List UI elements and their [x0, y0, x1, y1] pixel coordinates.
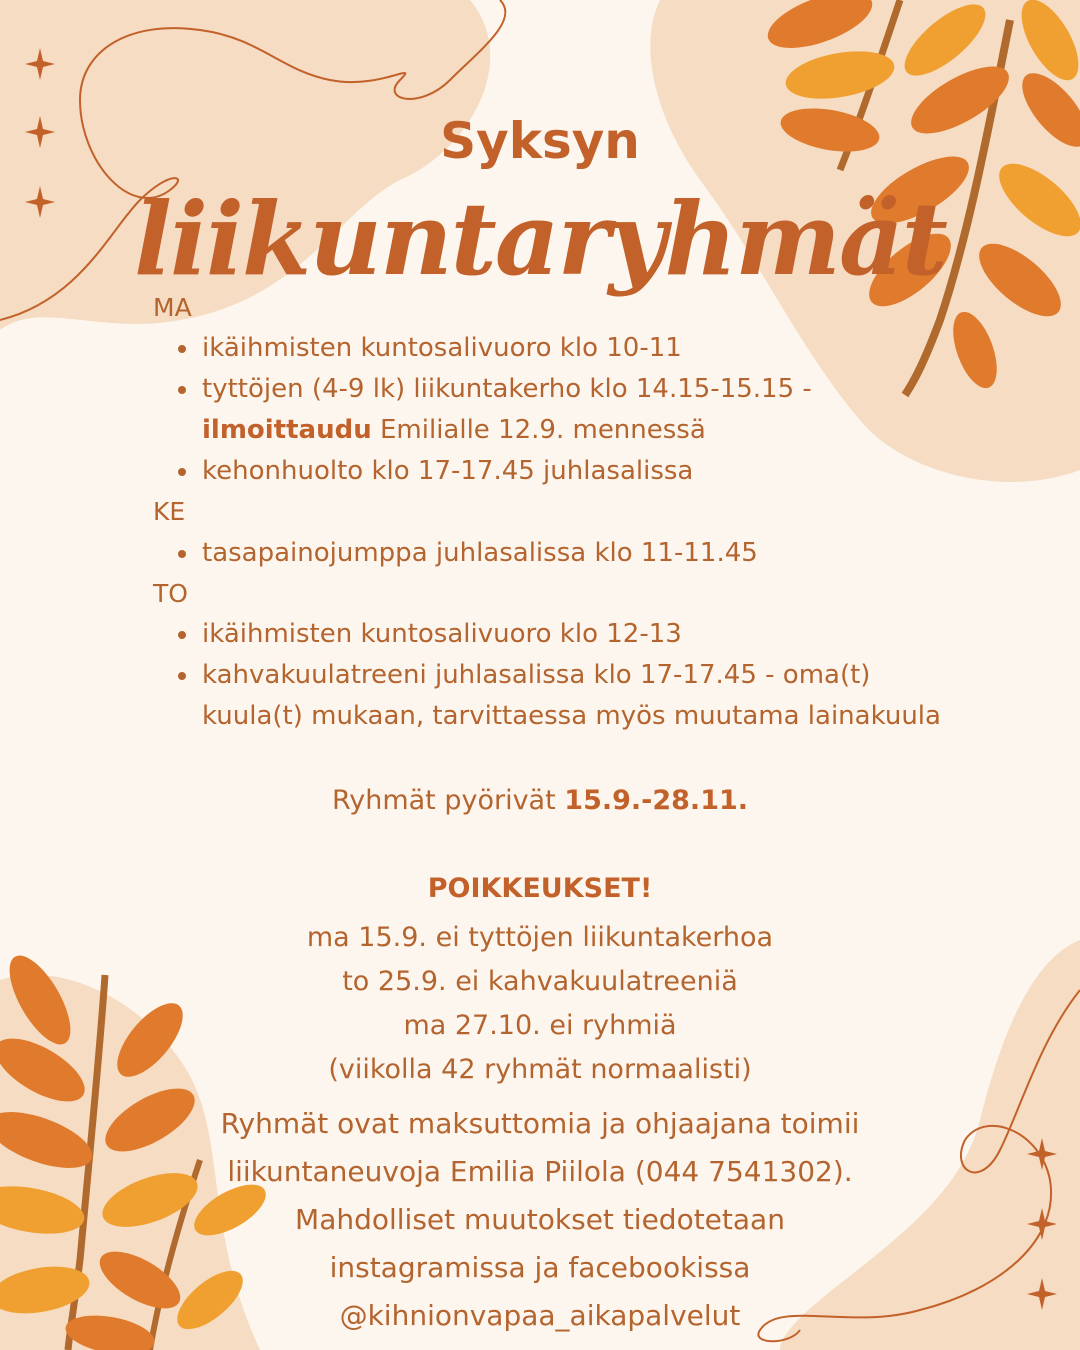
- info-line: liikuntaneuvoja Emilia Piilola (044 7541302).: [227, 1155, 853, 1188]
- title-liikuntaryhmat: liikuntaryhmät: [134, 180, 946, 298]
- exception-line: to 25.9. ei kahvakuulatreeniä: [342, 966, 738, 997]
- instagram-handle: @kihnionvapaa_aikapalvelut: [339, 1299, 741, 1332]
- runs-period: Ryhmät pyörivät 15.9.-28.11.: [331, 785, 749, 816]
- list-item: ikäihmisten kuntosalivuoro klo 12-13: [160, 614, 950, 655]
- list-item: kahvakuulatreeni juhlasalissa klo 17-17.45 - oma(t) kuula(t) mukaan, tarvittaessa myös muutama lainakuula: [160, 655, 942, 737]
- bold-register: ilmoittaudu: [202, 415, 372, 445]
- list-ke: [160, 533, 950, 574]
- exceptions-title: POIKKEUKSET!: [427, 873, 653, 904]
- day-label-ke: KE: [153, 497, 186, 526]
- exception-line: ma 27.10. ei ryhmiä: [403, 1010, 677, 1041]
- day-label-to: TO: [153, 579, 188, 608]
- day-label-ma: MA: [153, 293, 192, 322]
- list-to: [160, 614, 950, 737]
- title-syksyn: Syksyn: [440, 112, 640, 170]
- info-text: [0, 1100, 1080, 1340]
- list-item: kehonhuolto klo 17-17.45 juhlasalissa: [160, 451, 950, 492]
- info-line: Ryhmät ovat maksuttomia ja ohjaajana toimii: [220, 1107, 860, 1140]
- info-line: instagramissa ja facebookissa: [329, 1251, 751, 1284]
- list-item: ikäihmisten kuntosalivuoro klo 10-11: [160, 328, 950, 369]
- exception-line: (viikolla 42 ryhmät normaalisti): [328, 1054, 752, 1085]
- exception-line: ma 15.9. ei tyttöjen liikuntakerhoa: [306, 922, 774, 953]
- list-item: tasapainojumppa juhlasalissa klo 11-11.45: [160, 533, 950, 574]
- info-line: Mahdolliset muutokset tiedotetaan: [295, 1203, 785, 1236]
- exceptions-list: [0, 916, 1080, 1092]
- list-item: tyttöjen (4-9 lk) liikuntakerho klo 14.15-15.15 - ilmoittaudu Emilialle 12.9. mennessä: [160, 369, 950, 451]
- list-ma: [160, 328, 950, 492]
